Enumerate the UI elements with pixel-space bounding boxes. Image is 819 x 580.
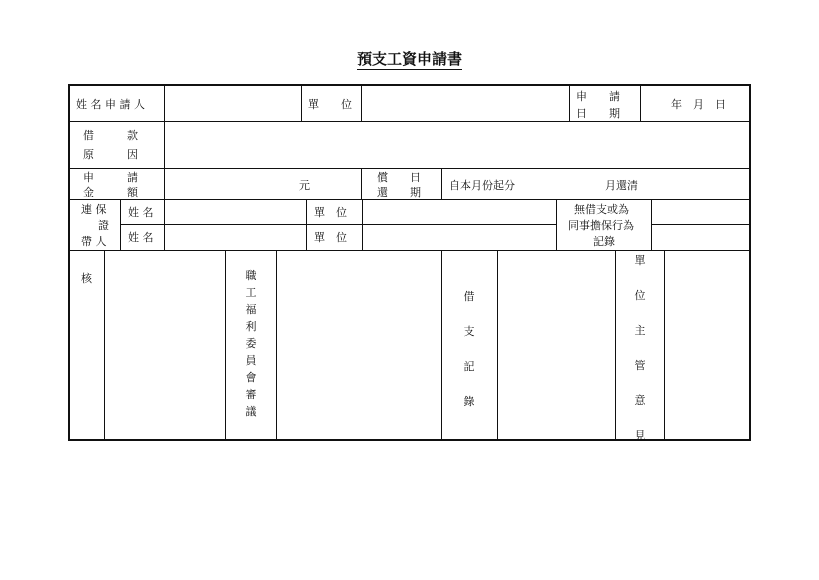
loan-record-label: 借 支 記 錄 [463, 290, 475, 408]
col-divider [556, 199, 557, 250]
repay-label-line2: 還 期 [377, 186, 421, 199]
row-divider [70, 250, 749, 251]
loan-reason-label-line1: 借 款 [83, 129, 138, 142]
row-divider [70, 168, 749, 169]
col-divider [615, 250, 616, 441]
application-form [68, 84, 751, 441]
guarantor1-unit-label: 單 位 [314, 206, 347, 219]
col-divider [569, 86, 570, 121]
col-divider [164, 199, 165, 250]
guarantee-note-line1: 無借支或為 [574, 203, 629, 216]
row-divider [651, 224, 749, 225]
row-divider [120, 224, 556, 225]
amount-label-line1: 申 請 [83, 171, 138, 184]
review-label: 核 [81, 272, 92, 285]
guarantor2-name-label: 姓 名 [128, 231, 154, 244]
apply-date-label-line2: 日 期 [576, 107, 620, 120]
col-divider [104, 250, 105, 441]
row-divider [70, 199, 749, 200]
col-divider [301, 86, 302, 121]
loan-reason-label-line2: 原 因 [83, 148, 138, 161]
amount-label-line2: 金 額 [83, 186, 138, 199]
col-divider [361, 168, 362, 199]
repay-from-text: 自本月份起分 [449, 179, 515, 192]
unit-field[interactable] [362, 87, 568, 120]
col-divider [306, 199, 307, 250]
loan-reason-field[interactable] [165, 122, 748, 167]
apply-date-label-line1: 申 請 [576, 90, 620, 103]
col-divider [640, 86, 641, 121]
manager-opinion-label: 單 位 主 管 意 見 [634, 254, 646, 442]
guarantee-note-line3: 記錄 [593, 235, 615, 248]
guarantor-label-line1: 連 保 [81, 203, 107, 216]
amount-yuan-unit: 元 [299, 179, 310, 192]
welfare-committee-review-label: 職 工 福 利 委 員 會 審 議 [245, 269, 257, 418]
col-divider [441, 168, 442, 199]
applicant-name-label: 姓 名 申 請 人 [76, 98, 145, 111]
applicant-name-field[interactable] [165, 87, 300, 120]
col-divider [497, 250, 498, 441]
col-divider [651, 199, 652, 250]
repay-until-text: 月還清 [605, 179, 638, 192]
form-title: 預支工資申請書 [356, 50, 462, 68]
guarantor-label-line3: 帶 人 [81, 235, 107, 248]
guarantor2-unit-label: 單 位 [314, 231, 347, 244]
unit-label: 單 位 [308, 98, 352, 111]
col-divider [664, 250, 665, 441]
col-divider [362, 199, 363, 250]
col-divider [164, 168, 165, 199]
col-divider [276, 250, 277, 441]
guarantor-label-line2: 證 [98, 219, 109, 232]
apply-date-field[interactable]: 年 月 日 [671, 98, 726, 111]
col-divider [225, 250, 226, 441]
guarantee-note-line2: 同事擔保行為 [568, 219, 634, 232]
col-divider [120, 199, 121, 250]
repay-label-line1: 償 日 [377, 171, 421, 184]
guarantor1-name-label: 姓 名 [128, 206, 154, 219]
col-divider [441, 250, 442, 441]
